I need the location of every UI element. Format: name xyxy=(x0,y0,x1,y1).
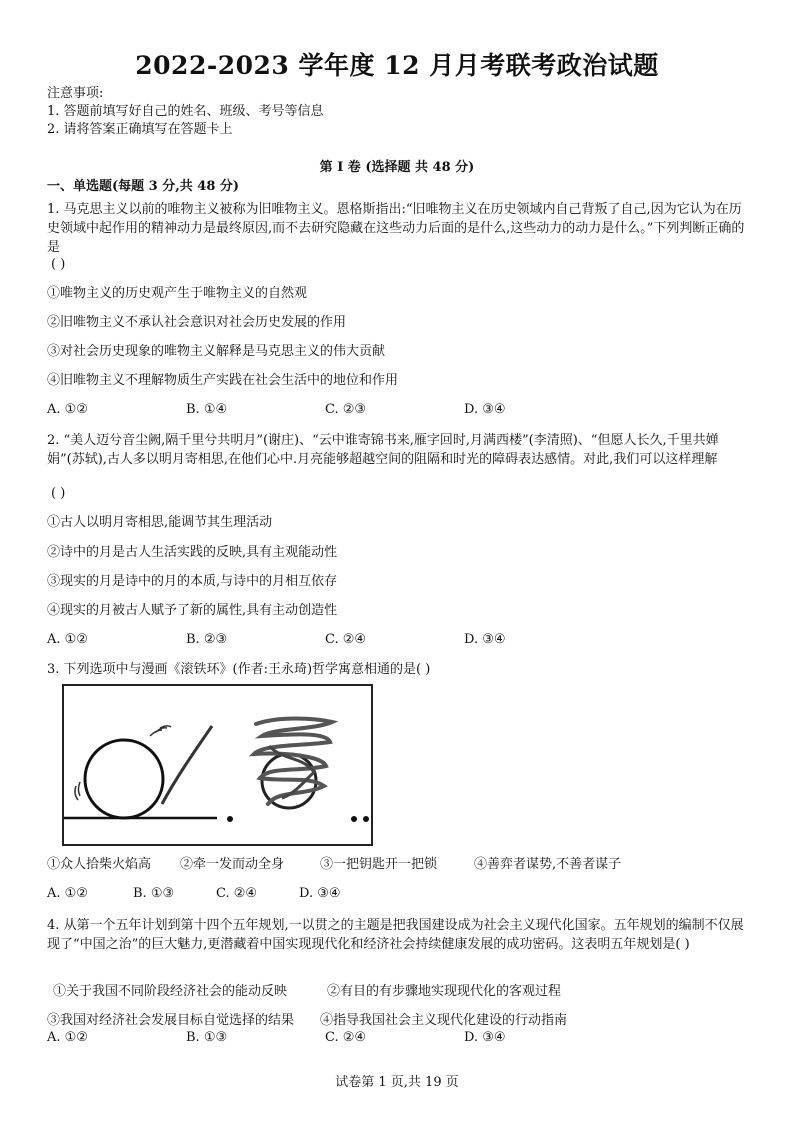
q4-statement-4: ④指导我国社会主义现代化建设的行动指南 xyxy=(320,1013,568,1028)
notice-item-2: 2. 请将答案正确填写在答题卡上 xyxy=(47,122,233,137)
dot-1 xyxy=(227,816,233,822)
page-title: 2022-2023 学年度 12 月月考联考政治试题 xyxy=(135,51,659,80)
hoop-circle-left xyxy=(85,740,163,818)
dot-3 xyxy=(363,816,369,822)
q1-statement-2: ②旧唯物主义不承认社会意识对社会历史发展的作用 xyxy=(47,315,347,330)
cartoon-drawing xyxy=(64,686,371,844)
q4-statement-2: ②有目的有步骤地实现现代化的客观过程 xyxy=(327,984,562,999)
motion-lines-left xyxy=(75,782,80,800)
hoop-stick xyxy=(162,726,212,804)
q1-option-c[interactable]: C. ②③ xyxy=(325,402,367,417)
question-1-blank: ( ) xyxy=(51,257,66,272)
q2-option-c[interactable]: C. ②④ xyxy=(325,632,367,647)
q4-option-b[interactable]: B. ①③ xyxy=(186,1030,228,1045)
q2-option-a[interactable]: A. ①② xyxy=(47,632,88,647)
q1-option-d[interactable]: D. ③④ xyxy=(464,402,506,417)
page-footer: 试卷第 1 页,共 19 页 xyxy=(335,1075,459,1090)
dot-2 xyxy=(351,816,357,822)
q2-statement-4: ④现实的月被古人赋予了新的属性,具有主动创造性 xyxy=(47,603,338,618)
q3-option-b[interactable]: B. ①③ xyxy=(133,886,175,901)
notice-heading: 注意事项: xyxy=(47,86,104,101)
q4-statement-1: ①关于我国不同阶段经济社会的能动反映 xyxy=(53,984,288,999)
q1-option-a[interactable]: A. ①② xyxy=(47,402,88,417)
q2-option-d[interactable]: D. ③④ xyxy=(464,632,506,647)
q2-statement-3: ③现实的月是诗中的月的本质,与诗中的月相互依存 xyxy=(47,574,338,589)
q2-option-b[interactable]: B. ②③ xyxy=(186,632,228,647)
q3-statement-3: ③一把钥匙开一把锁 xyxy=(320,857,438,872)
q3-statement-4: ④善弈者谋势,不善者谋子 xyxy=(474,857,622,872)
cartoon-rolling-hoop xyxy=(62,684,373,846)
question-4-stem: 4. 从第一个五年计划到第十四个五年规划,一以贯之的主题是把我国建设成为社会主义现代化国家。五年规划的编制不仅展现了“中国之治”的巨大魅力,更潜藏着中国实现现代化和经济社会持续健康发展的成功密码。这表明五年规划是( ) xyxy=(47,918,744,952)
notice-item-1: 1. 答题前填写好自己的姓名、班级、考号等信息 xyxy=(47,104,324,119)
q3-option-d[interactable]: D. ③④ xyxy=(299,886,341,901)
q1-statement-3: ③对社会历史现象的唯物主义解释是马克思主义的伟大贡献 xyxy=(47,344,386,359)
q4-option-d[interactable]: D. ③④ xyxy=(464,1030,506,1045)
q4-statement-3: ③我国对经济社会发展目标自觉选择的结果 xyxy=(47,1013,295,1028)
q4-option-c[interactable]: C. ②④ xyxy=(325,1030,367,1045)
question-2-blank: ( ) xyxy=(51,486,66,501)
question-2-stem: 2. “美人迈兮音尘阙,隔千里兮共明月”(谢庄)、“云中谁寄锦书来,雁字回时,月满西楼”(李清照)、“但愿人长久,千里共婵娟”(苏轼),古人多以明月寄相思,在他们心中.月亮能够超越空间的阻隔和时光的障碍表达感情。对此,我们可以这样理解 xyxy=(47,433,719,467)
q2-statement-1: ①古人以明月寄相思,能调节其生理活动 xyxy=(47,515,273,530)
q2-statement-2: ②诗中的月是古人生活实践的反映,具有主观能动性 xyxy=(47,545,338,560)
question-1-stem: 1. 马克思主义以前的唯物主义被称为旧唯物主义。恩格斯指出:“旧唯物主义在历史领域内自己背叛了自己,因为它认为在历史领域中起作用的精神动力是最终原因,而不去研究隐藏在这些动力后面的是什么,这些动力的动力是什么。”下列判断正确的是 xyxy=(47,202,745,255)
question-3-stem: 3. 下列选项中与漫画《滚铁环》(作者:王永琦)哲学寓意相通的是( ) xyxy=(47,662,431,677)
q3-option-c[interactable]: C. ②④ xyxy=(216,886,258,901)
q3-statement-2: ②牵一发而动全身 xyxy=(180,857,285,872)
q1-statement-1: ①唯物主义的历史观产生于唯物主义的自然观 xyxy=(47,286,308,301)
q3-option-a[interactable]: A. ①② xyxy=(47,886,88,901)
q4-option-a[interactable]: A. ①② xyxy=(47,1030,88,1045)
q1-option-b[interactable]: B. ①④ xyxy=(186,402,228,417)
section-heading: 一、单选题(每题 3 分,共 48 分) xyxy=(47,179,240,194)
q1-statement-4: ④旧唯物主义不理解物质生产实践在社会生活中的地位和作用 xyxy=(47,373,399,388)
volume-heading: 第 I 卷 (选择题 共 48 分) xyxy=(319,160,475,175)
q3-statement-1: ①众人拾柴火焰高 xyxy=(47,857,152,872)
motion-lines-top xyxy=(150,726,171,736)
